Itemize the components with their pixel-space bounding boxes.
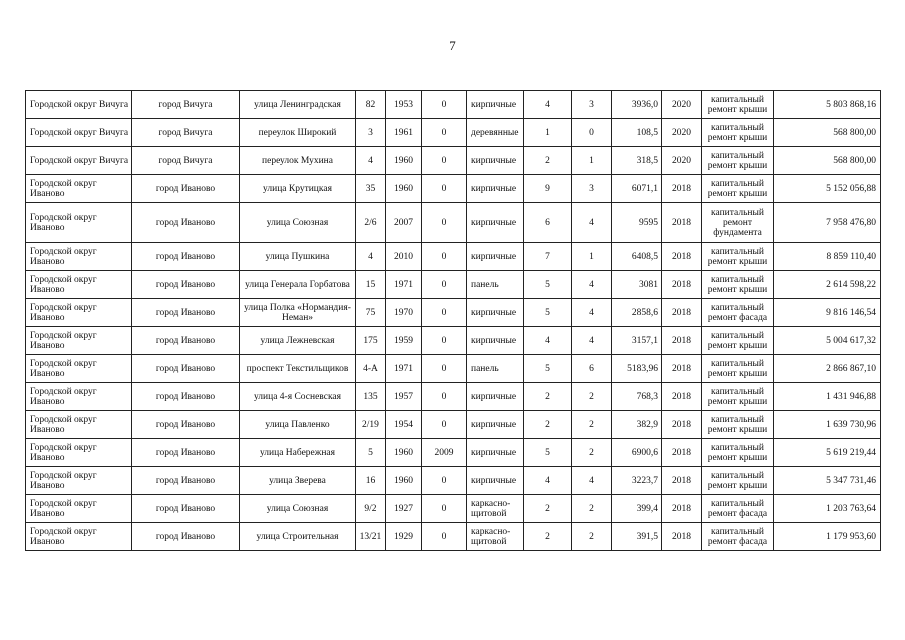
renovation-year-cell: 0: [422, 467, 467, 495]
entrances-cell: 1: [572, 147, 612, 175]
build-year-cell: 1960: [386, 147, 422, 175]
floors-cell: 4: [524, 91, 572, 119]
renovation-year-cell: 0: [422, 203, 467, 243]
floors-cell: 6: [524, 203, 572, 243]
house-number-cell: 3: [356, 119, 386, 147]
housing-repair-table: [25, 90, 881, 551]
street-cell: улица Зверева: [240, 467, 356, 495]
table-row: [26, 411, 881, 439]
table-row: [26, 327, 881, 355]
renovation-year-cell: 0: [422, 327, 467, 355]
work-type-cell: капитальный ремонт фасада: [702, 299, 774, 327]
cost-cell: 1 179 953,60: [774, 523, 881, 551]
house-number-cell: 16: [356, 467, 386, 495]
area-cell: 3081: [612, 271, 662, 299]
table-row: [26, 383, 881, 411]
renovation-year-cell: 0: [422, 495, 467, 523]
municipality-cell: Городской округ Иваново: [26, 411, 132, 439]
build-year-cell: 1971: [386, 271, 422, 299]
renovation-year-cell: 0: [422, 523, 467, 551]
floors-cell: 5: [524, 439, 572, 467]
cost-cell: 5 152 056,88: [774, 175, 881, 203]
plan-year-cell: 2018: [662, 467, 702, 495]
street-cell: улица Союзная: [240, 495, 356, 523]
house-number-cell: 13/21: [356, 523, 386, 551]
settlement-cell: город Иваново: [132, 243, 240, 271]
street-cell: улица Генерала Горбатова: [240, 271, 356, 299]
area-cell: 6408,5: [612, 243, 662, 271]
build-year-cell: 2007: [386, 203, 422, 243]
plan-year-cell: 2018: [662, 299, 702, 327]
work-type-cell: капитальный ремонт крыши: [702, 243, 774, 271]
wall-material-cell: кирпичные: [467, 327, 524, 355]
house-number-cell: 135: [356, 383, 386, 411]
work-type-cell: капитальный ремонт фасада: [702, 523, 774, 551]
municipality-cell: Городской округ Иваново: [26, 439, 132, 467]
cost-cell: 568 800,00: [774, 147, 881, 175]
area-cell: 382,9: [612, 411, 662, 439]
settlement-cell: город Вичуга: [132, 147, 240, 175]
settlement-cell: город Иваново: [132, 203, 240, 243]
floors-cell: 9: [524, 175, 572, 203]
settlement-cell: город Иваново: [132, 411, 240, 439]
street-cell: проспект Текстильщиков: [240, 355, 356, 383]
renovation-year-cell: 0: [422, 383, 467, 411]
table-row: [26, 523, 881, 551]
wall-material-cell: деревянные: [467, 119, 524, 147]
municipality-cell: Городской округ Вичуга: [26, 91, 132, 119]
entrances-cell: 4: [572, 271, 612, 299]
street-cell: улица Павленко: [240, 411, 356, 439]
cost-cell: 2 866 867,10: [774, 355, 881, 383]
build-year-cell: 1954: [386, 411, 422, 439]
street-cell: улица Союзная: [240, 203, 356, 243]
house-number-cell: 175: [356, 327, 386, 355]
build-year-cell: 1960: [386, 467, 422, 495]
renovation-year-cell: 0: [422, 147, 467, 175]
area-cell: 6071,1: [612, 175, 662, 203]
entrances-cell: 2: [572, 383, 612, 411]
municipality-cell: Городской округ Иваново: [26, 203, 132, 243]
table-row: [26, 243, 881, 271]
work-type-cell: капитальный ремонт крыши: [702, 383, 774, 411]
house-number-cell: 2/19: [356, 411, 386, 439]
area-cell: 3157,1: [612, 327, 662, 355]
renovation-year-cell: 2009: [422, 439, 467, 467]
floors-cell: 2: [524, 411, 572, 439]
floors-cell: 7: [524, 243, 572, 271]
municipality-cell: Городской округ Иваново: [26, 523, 132, 551]
wall-material-cell: кирпичные: [467, 467, 524, 495]
entrances-cell: 2: [572, 495, 612, 523]
table-row: [26, 147, 881, 175]
cost-cell: 8 859 110,40: [774, 243, 881, 271]
house-number-cell: 2/6: [356, 203, 386, 243]
plan-year-cell: 2018: [662, 355, 702, 383]
work-type-cell: капитальный ремонт фасада: [702, 495, 774, 523]
table-row: [26, 271, 881, 299]
floors-cell: 2: [524, 383, 572, 411]
renovation-year-cell: 0: [422, 119, 467, 147]
plan-year-cell: 2018: [662, 383, 702, 411]
renovation-year-cell: 0: [422, 243, 467, 271]
plan-year-cell: 2018: [662, 327, 702, 355]
entrances-cell: 1: [572, 243, 612, 271]
table-row: [26, 299, 881, 327]
house-number-cell: 82: [356, 91, 386, 119]
table-row: [26, 439, 881, 467]
build-year-cell: 1971: [386, 355, 422, 383]
settlement-cell: город Вичуга: [132, 91, 240, 119]
renovation-year-cell: 0: [422, 175, 467, 203]
street-cell: улица Строительная: [240, 523, 356, 551]
table-row: [26, 355, 881, 383]
settlement-cell: город Иваново: [132, 299, 240, 327]
floors-cell: 5: [524, 271, 572, 299]
renovation-year-cell: 0: [422, 299, 467, 327]
renovation-year-cell: 0: [422, 91, 467, 119]
cost-cell: 7 958 476,80: [774, 203, 881, 243]
wall-material-cell: каркасно-щитовой: [467, 523, 524, 551]
cost-cell: 5 347 731,46: [774, 467, 881, 495]
work-type-cell: капитальный ремонт крыши: [702, 175, 774, 203]
floors-cell: 1: [524, 119, 572, 147]
work-type-cell: капитальный ремонт крыши: [702, 147, 774, 175]
municipality-cell: Городской округ Иваново: [26, 299, 132, 327]
table-row: [26, 495, 881, 523]
floors-cell: 5: [524, 299, 572, 327]
build-year-cell: 1929: [386, 523, 422, 551]
entrances-cell: 2: [572, 411, 612, 439]
settlement-cell: город Иваново: [132, 495, 240, 523]
work-type-cell: капитальный ремонт крыши: [702, 411, 774, 439]
area-cell: 318,5: [612, 147, 662, 175]
work-type-cell: капитальный ремонт крыши: [702, 467, 774, 495]
street-cell: переулок Широкий: [240, 119, 356, 147]
entrances-cell: 2: [572, 523, 612, 551]
municipality-cell: Городской округ Вичуга: [26, 119, 132, 147]
page-number: 7: [449, 38, 456, 53]
cost-cell: 2 614 598,22: [774, 271, 881, 299]
area-cell: 391,5: [612, 523, 662, 551]
cost-cell: 5 004 617,32: [774, 327, 881, 355]
plan-year-cell: 2020: [662, 147, 702, 175]
cost-cell: 5 803 868,16: [774, 91, 881, 119]
renovation-year-cell: 0: [422, 271, 467, 299]
floors-cell: 2: [524, 147, 572, 175]
entrances-cell: 6: [572, 355, 612, 383]
cost-cell: 5 619 219,44: [774, 439, 881, 467]
cost-cell: 568 800,00: [774, 119, 881, 147]
area-cell: 2858,6: [612, 299, 662, 327]
area-cell: 3223,7: [612, 467, 662, 495]
municipality-cell: Городской округ Иваново: [26, 467, 132, 495]
wall-material-cell: кирпичные: [467, 383, 524, 411]
entrances-cell: 2: [572, 439, 612, 467]
cost-cell: 9 816 146,54: [774, 299, 881, 327]
house-number-cell: 15: [356, 271, 386, 299]
settlement-cell: город Иваново: [132, 467, 240, 495]
plan-year-cell: 2018: [662, 523, 702, 551]
street-cell: переулок Мухина: [240, 147, 356, 175]
plan-year-cell: 2020: [662, 119, 702, 147]
plan-year-cell: 2018: [662, 495, 702, 523]
work-type-cell: капитальный ремонт крыши: [702, 271, 774, 299]
area-cell: 6900,6: [612, 439, 662, 467]
floors-cell: 4: [524, 467, 572, 495]
street-cell: улица Ленинградская: [240, 91, 356, 119]
plan-year-cell: 2018: [662, 243, 702, 271]
house-number-cell: 75: [356, 299, 386, 327]
plan-year-cell: 2018: [662, 411, 702, 439]
plan-year-cell: 2018: [662, 203, 702, 243]
wall-material-cell: кирпичные: [467, 411, 524, 439]
settlement-cell: город Иваново: [132, 383, 240, 411]
table-row: [26, 175, 881, 203]
wall-material-cell: кирпичные: [467, 91, 524, 119]
floors-cell: 2: [524, 495, 572, 523]
plan-year-cell: 2018: [662, 175, 702, 203]
floors-cell: 4: [524, 327, 572, 355]
entrances-cell: 3: [572, 175, 612, 203]
area-cell: 399,4: [612, 495, 662, 523]
house-number-cell: 5: [356, 439, 386, 467]
wall-material-cell: кирпичные: [467, 439, 524, 467]
municipality-cell: Городской округ Иваново: [26, 383, 132, 411]
entrances-cell: 4: [572, 299, 612, 327]
house-number-cell: 4: [356, 147, 386, 175]
work-type-cell: капитальный ремонт крыши: [702, 91, 774, 119]
wall-material-cell: кирпичные: [467, 243, 524, 271]
municipality-cell: Городской округ Вичуга: [26, 147, 132, 175]
build-year-cell: 1927: [386, 495, 422, 523]
work-type-cell: капитальный ремонт крыши: [702, 355, 774, 383]
area-cell: 3936,0: [612, 91, 662, 119]
municipality-cell: Городской округ Иваново: [26, 271, 132, 299]
build-year-cell: 2010: [386, 243, 422, 271]
plan-year-cell: 2018: [662, 271, 702, 299]
house-number-cell: 4-А: [356, 355, 386, 383]
work-type-cell: капитальный ремонт фундамента: [702, 203, 774, 243]
wall-material-cell: кирпичные: [467, 175, 524, 203]
build-year-cell: 1959: [386, 327, 422, 355]
build-year-cell: 1960: [386, 439, 422, 467]
build-year-cell: 1957: [386, 383, 422, 411]
settlement-cell: город Иваново: [132, 523, 240, 551]
table-body: [26, 91, 881, 551]
table-row: [26, 119, 881, 147]
entrances-cell: 4: [572, 203, 612, 243]
build-year-cell: 1970: [386, 299, 422, 327]
floors-cell: 2: [524, 523, 572, 551]
wall-material-cell: панель: [467, 355, 524, 383]
cost-cell: 1 431 946,88: [774, 383, 881, 411]
build-year-cell: 1961: [386, 119, 422, 147]
entrances-cell: 4: [572, 327, 612, 355]
municipality-cell: Городской округ Иваново: [26, 495, 132, 523]
wall-material-cell: кирпичные: [467, 147, 524, 175]
table-row: [26, 467, 881, 495]
street-cell: улица 4-я Сосневская: [240, 383, 356, 411]
settlement-cell: город Иваново: [132, 355, 240, 383]
street-cell: улица Лежневская: [240, 327, 356, 355]
municipality-cell: Городской округ Иваново: [26, 327, 132, 355]
area-cell: 9595: [612, 203, 662, 243]
street-cell: улица Пушкина: [240, 243, 356, 271]
work-type-cell: капитальный ремонт крыши: [702, 327, 774, 355]
house-number-cell: 35: [356, 175, 386, 203]
settlement-cell: город Иваново: [132, 327, 240, 355]
build-year-cell: 1960: [386, 175, 422, 203]
house-number-cell: 9/2: [356, 495, 386, 523]
settlement-cell: город Иваново: [132, 439, 240, 467]
renovation-year-cell: 0: [422, 355, 467, 383]
house-number-cell: 4: [356, 243, 386, 271]
wall-material-cell: кирпичные: [467, 299, 524, 327]
cost-cell: 1 639 730,96: [774, 411, 881, 439]
build-year-cell: 1953: [386, 91, 422, 119]
table-row: [26, 203, 881, 243]
wall-material-cell: панель: [467, 271, 524, 299]
wall-material-cell: кирпичные: [467, 203, 524, 243]
work-type-cell: капитальный ремонт крыши: [702, 439, 774, 467]
table-row: [26, 91, 881, 119]
wall-material-cell: каркасно-щитовой: [467, 495, 524, 523]
settlement-cell: город Вичуга: [132, 119, 240, 147]
area-cell: 768,3: [612, 383, 662, 411]
street-cell: улица Крутицкая: [240, 175, 356, 203]
plan-year-cell: 2020: [662, 91, 702, 119]
cost-cell: 1 203 763,64: [774, 495, 881, 523]
floors-cell: 5: [524, 355, 572, 383]
settlement-cell: город Иваново: [132, 271, 240, 299]
street-cell: улица Набережная: [240, 439, 356, 467]
plan-year-cell: 2018: [662, 439, 702, 467]
entrances-cell: 3: [572, 91, 612, 119]
municipality-cell: Городской округ Иваново: [26, 175, 132, 203]
entrances-cell: 0: [572, 119, 612, 147]
street-cell: улица Полка «Нормандия-Неман»: [240, 299, 356, 327]
municipality-cell: Городской округ Иваново: [26, 243, 132, 271]
area-cell: 108,5: [612, 119, 662, 147]
work-type-cell: капитальный ремонт крыши: [702, 119, 774, 147]
settlement-cell: город Иваново: [132, 175, 240, 203]
area-cell: 5183,96: [612, 355, 662, 383]
entrances-cell: 4: [572, 467, 612, 495]
municipality-cell: Городской округ Иваново: [26, 355, 132, 383]
renovation-year-cell: 0: [422, 411, 467, 439]
